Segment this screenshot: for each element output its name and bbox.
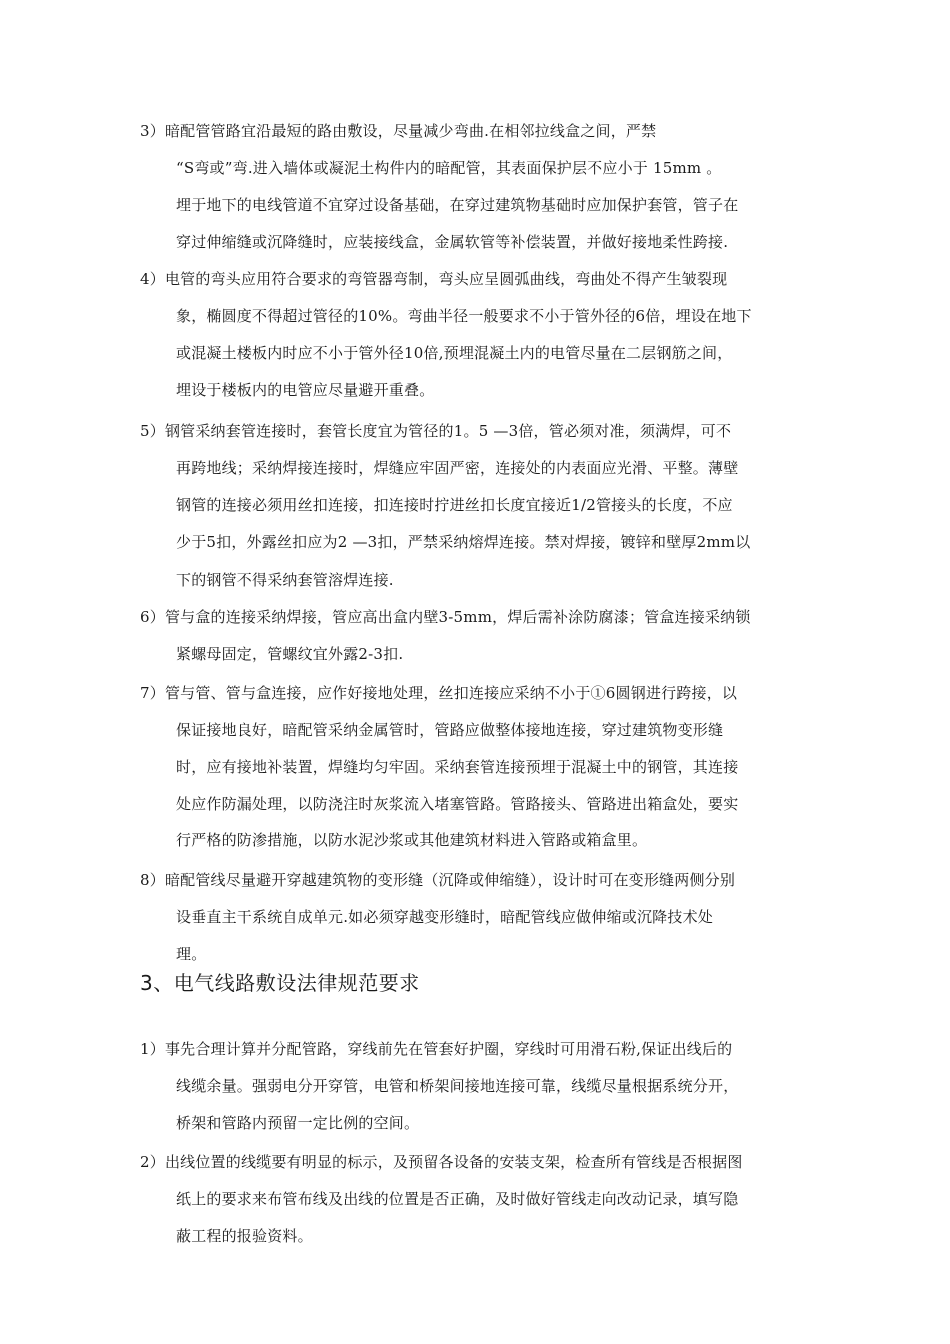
sec3-item-2-line-3: 蔽工程的报验资料。 bbox=[176, 1227, 313, 1245]
item-3-line-1: 3）暗配管管路宜沿最短的路由敷设，尽量减少弯曲.在相邻拉线盒之间，严禁 bbox=[140, 122, 657, 140]
sec3-item-1-line-1: 1）事先合理计算并分配管路，穿线前先在管套好护圈，穿线时可用滑石粉,保证出线后的 bbox=[140, 1040, 733, 1058]
item-8-line-1: 8）暗配管线尽量避开穿越建筑物的变形缝（沉降或伸缩缝），设计时可在变形缝两侧分别 bbox=[140, 871, 736, 889]
item-6-line-1: 6）管与盒的连接采纳焊接，管应高出盒内壁3-5mm，焊后需补涂防腐漆；管盒连接采纳锁 bbox=[140, 608, 751, 626]
item-8-line-2: 设垂直主干系统自成单元.如必须穿越变形缝时，暗配管线应做伸缩或沉降技术处 bbox=[176, 908, 713, 926]
item-7-line-4: 处应作防漏处理，以防浇注时灰浆流入堵塞管路。管路接头、管路进出箱盒处，要实 bbox=[176, 795, 739, 813]
sec3-item-1-line-2: 线缆余量。强弱电分开穿管，电管和桥架间接地连接可靠，线缆尽量根据系统分开， bbox=[176, 1077, 739, 1095]
item-7-line-3: 时，应有接地补装置，焊缝均匀牢固。采纳套管连接预埋于混凝土中的钢管，其连接 bbox=[176, 758, 739, 776]
item-5-line-2: 再跨地线；采纳焊接连接时，焊缝应牢固严密，连接处的内表面应光滑、平整。薄壁 bbox=[176, 459, 739, 477]
item-4-line-4: 埋设于楼板内的电管应尽量避开重叠。 bbox=[176, 381, 435, 399]
item-5-line-3: 钢管的连接必须用丝扣连接，扣连接时拧进丝扣长度宜接近1/2管接头的长度，不应 bbox=[176, 496, 733, 514]
item-3-line-2: “S弯或”弯.进入墙体或凝泥土构件内的暗配管，其表面保护层不应小于 15mm 。 bbox=[176, 159, 722, 177]
item-8-line-3: 理。 bbox=[176, 945, 207, 963]
item-3-line-3: 埋于地下的电线管道不宜穿过设备基础，在穿过建筑物基础时应加保护套管，管子在 bbox=[176, 196, 739, 214]
item-3-line-4: 穿过伸缩缝或沉降缝时，应装接线盒，金属软管等补偿装置，并做好接地柔性跨接. bbox=[176, 233, 729, 251]
item-7-line-1: 7）管与管、管与盒连接，应作好接地处理，丝扣连接应采纳不小于①6圆钢进行跨接，以 bbox=[140, 684, 738, 702]
item-4-line-2: 象，椭圆度不得超过管径的10%。弯曲半径一般要求不小于管外径的6倍，埋设在地下 bbox=[176, 307, 752, 325]
item-6-line-2: 紧螺母固定，管螺纹宜外露2-3扣. bbox=[176, 645, 404, 663]
sec3-item-1-line-3: 桥架和管路内预留一定比例的空间。 bbox=[176, 1114, 420, 1132]
item-5-line-4: 少于5扣，外露丝扣应为2 —3扣，严禁采纳熔焊连接。禁对焊接，镀锌和壁厚2mm以 bbox=[176, 533, 751, 551]
item-7-line-2: 保证接地良好，暗配管采纳金属管时，管路应做整体接地连接，穿过建筑物变形缝 bbox=[176, 721, 724, 739]
item-5-line-5: 下的钢管不得采纳套管溶焊连接. bbox=[176, 571, 394, 589]
section-heading: 3、电气线路敷设法律规范要求 bbox=[140, 971, 420, 995]
sec3-item-2-line-2: 纸上的要求来布管布线及出线的位置是否正确，及时做好管线走向改动记录，填写隐 bbox=[176, 1190, 739, 1208]
item-7-line-5: 行严格的防渗措施，以防水泥沙浆或其他建筑材料进入管路或箱盒里。 bbox=[176, 831, 648, 849]
sec3-item-2-line-1: 2）出线位置的线缆要有明显的标示，及预留各设备的安装支架，检查所有管线是否根据图 bbox=[140, 1153, 743, 1171]
item-4-line-1: 4）电管的弯头应用符合要求的弯管器弯制，弯头应呈圆弧曲线，弯曲处不得产生皱裂现 bbox=[140, 270, 728, 288]
item-4-line-3: 或混凝土楼板内时应不小于管外径10倍,预埋混凝土内的电管尽量在二层钢筋之间， bbox=[176, 344, 733, 362]
item-5-line-1: 5）钢管采纳套管连接时，套管长度宜为管径的1。5 —3倍，管必须对准，须满焊，可不 bbox=[140, 422, 732, 440]
